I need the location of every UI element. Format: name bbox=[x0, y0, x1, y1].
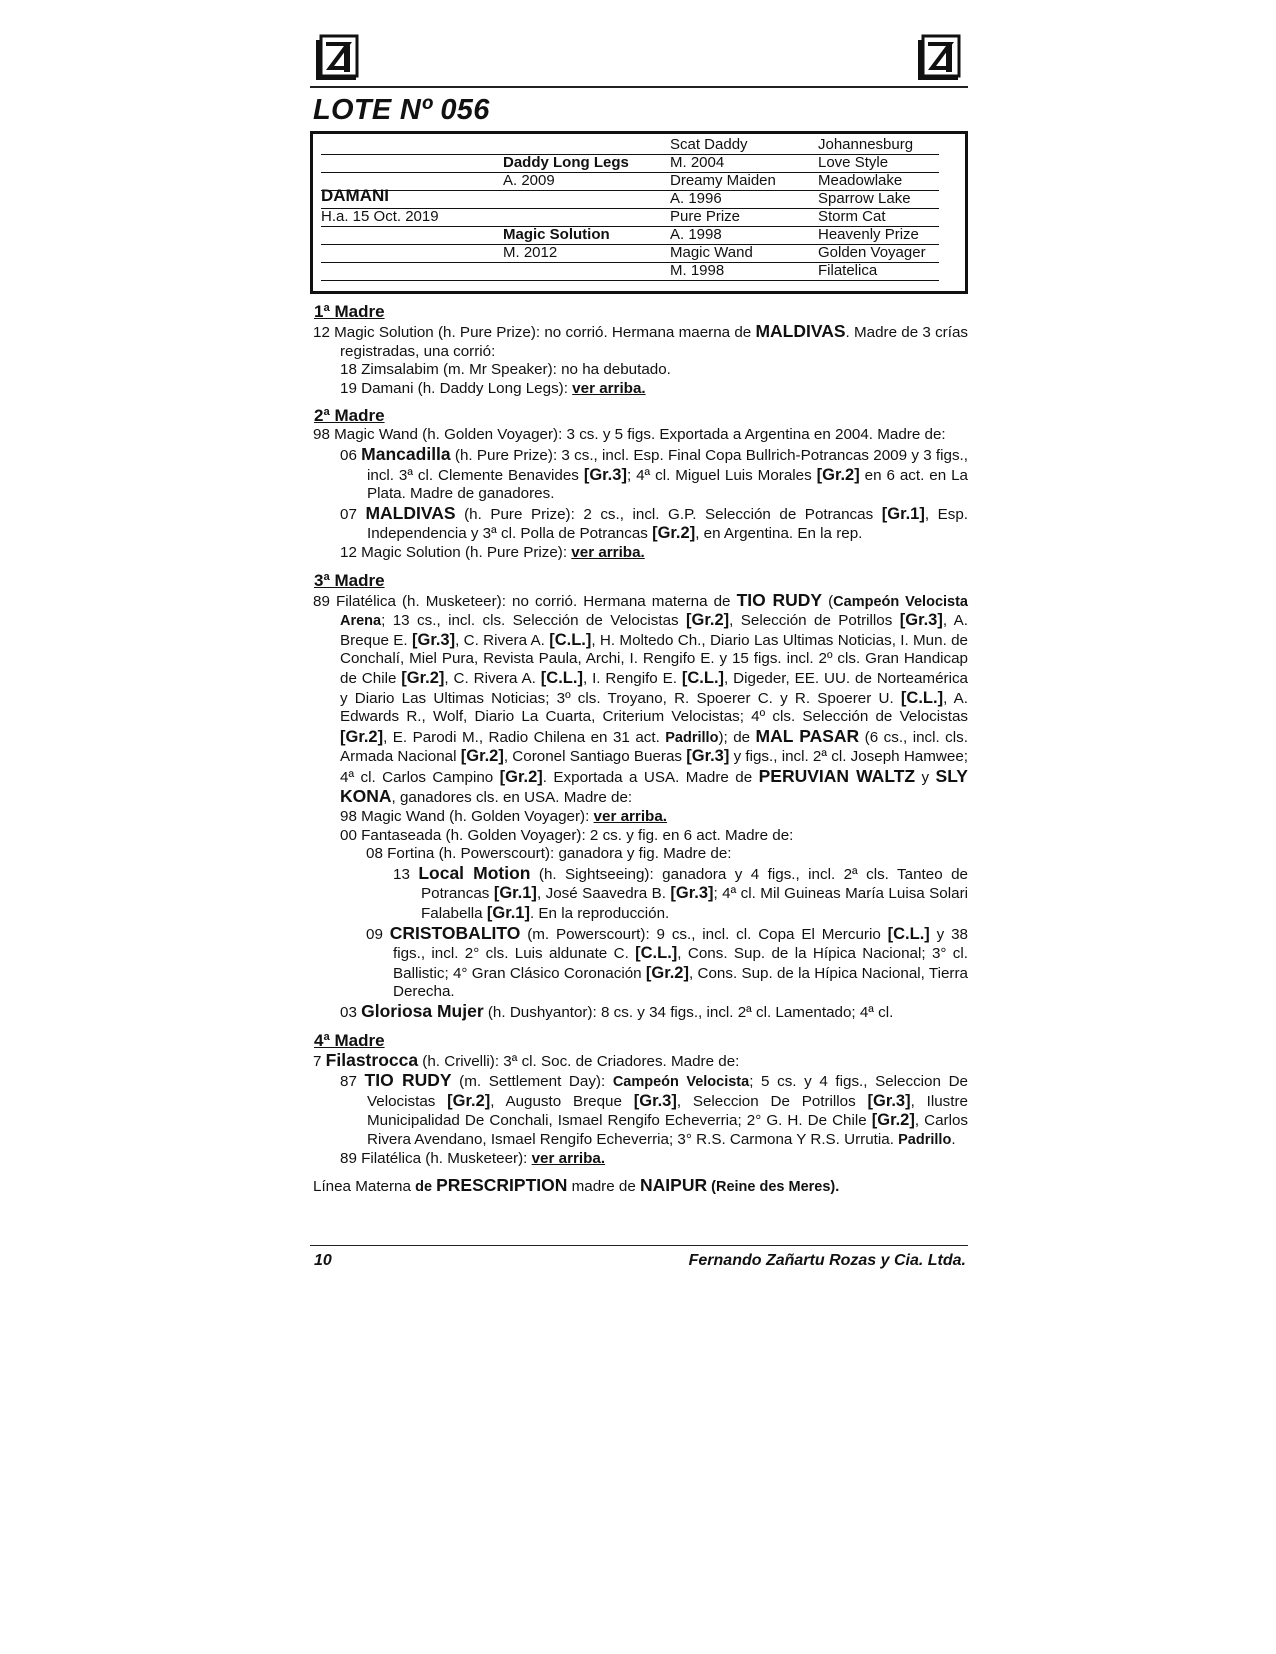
horse-info: H.a. 15 Oct. 2019 bbox=[321, 208, 439, 225]
entry: 98 Magic Wand (h. Golden Voyager): ver arriba. bbox=[340, 808, 668, 826]
entry: 89 Filatélica (h. Musketeer): no corrió. Hermana materna de TIO RUDY (Campeón Velocista Arena; 13 cs., incl. cls. Selección de Velocistas [Gr.2], Selección de Potrillos [Gr.3], A. Breque E. [Gr.3], C. Rivera A. [C.L.], H. Moltedo Ch., Diario Las Ultimas Noticias, I. Mun. de Conchalí, Miel Pura, Revista Paula, Archi, I. Rengifo E. y 15 figs. incl. 2º cls. Gran Handicap de Chile [Gr.2], C. Rivera A. [C.L.], I. Rengifo E. [C.L.], Digeder, EE. UU. de Norteamérica y Diario Las Ultimas Noticias; 3º cls. Troyano, R. Spoerer C. y R. Spoerer U. [C.L.], A. Edwards R., Wolf, Diario La Cuarta, Criterium Velocistas; 4º cls. Selección de Velocistas [Gr.2], E. Parodi M., Radio Chilena en 31 act. Padrillo); de MAL PASAR (6 cs., incl. cls. Armada Nacional [Gr.2], Coronel Santiago Bueras [Gr.3] y figs., incl. 2ª cl. Joseph Hamwee; 4ª cl. Carlos Campino [Gr.2]. Exportada a USA. Madre de PERUVIAN WALTZ y SLY KONA, ganadores cls. en USA. Madre de: bbox=[313, 589, 969, 807]
page-number: 10 bbox=[314, 1252, 332, 1269]
entry: 03 Gloriosa Mujer (h. Dushyantor): 8 cs. y 34 figs., incl. 2ª cl. Lamentado; 4ª cl. bbox=[340, 1001, 894, 1021]
entry: 13 Local Motion (h. Sightseeing): ganadora y 4 figs., incl. 2ª cls. Tanteo de Potrancas [Gr.1], José Saavedra B. [Gr.3]; 4ª cl. Mil Guineas María Luisa Solari Falabella [Gr.1]. En la reproducción. bbox=[393, 862, 969, 923]
entry: 07 MALDIVAS (h. Pure Prize): 2 cs., incl. G.P. Selección de Potrancas [Gr.1], Esp. Independencia y 3ª cl. Polla de Potrancas [Gr.2], en Argentina. En la rep. bbox=[340, 502, 968, 543]
entry: 12 Magic Solution (h. Pure Prize): ver arriba. bbox=[340, 543, 645, 561]
ancestor-8: Filatelica bbox=[818, 262, 878, 279]
sire-info: A. 2009 bbox=[503, 172, 555, 189]
sire-sire: Scat Daddy bbox=[670, 136, 748, 153]
zr-logo-icon bbox=[916, 34, 964, 82]
entry: 98 Magic Wand (h. Golden Voyager): 3 cs. y 5 figs. Exportada a Argentina en 2004. Madre de: bbox=[313, 426, 946, 444]
lot-title: LOTE Nº 056 bbox=[313, 94, 490, 126]
entry: 7 Filastrocca (h. Crivelli): 3ª cl. Soc. de Criadores. Madre de: bbox=[313, 1049, 740, 1070]
sire-dam-info: A. 1996 bbox=[670, 190, 722, 207]
ancestor-3: Meadowlake bbox=[818, 172, 903, 189]
ancestor-1: Johannesburg bbox=[818, 136, 914, 153]
ancestor-6: Heavenly Prize bbox=[818, 226, 919, 243]
third-dam-body bbox=[310, 591, 968, 1023]
sire-dam: Dreamy Maiden bbox=[670, 172, 776, 189]
horse-name: DAMANI bbox=[321, 186, 389, 205]
entry: 12 Magic Solution (h. Pure Prize): no corrió. Hermana maerna de MALDIVAS. Madre de 3 crías registradas, una corrió: bbox=[313, 321, 968, 360]
ver-arriba-link[interactable]: ver arriba. bbox=[572, 379, 646, 397]
entry: 08 Fortina (h. Powerscourt): ganadora y fig. Madre de: bbox=[366, 845, 732, 863]
entry: 18 Zimsalabim (m. Mr Speaker): no ha debutado. bbox=[340, 361, 671, 379]
fourth-dam-body bbox=[310, 1051, 968, 1169]
dam-dam-info: M. 1998 bbox=[670, 262, 725, 279]
ver-arriba-link[interactable]: ver arriba. bbox=[593, 808, 668, 826]
section-fourth-dam: 4ª Madre bbox=[314, 1030, 385, 1050]
entry: 00 Fantaseada (h. Golden Voyager): 2 cs. y fig. en 6 act. Madre de: bbox=[340, 826, 794, 844]
first-dam-body bbox=[310, 322, 968, 398]
section-second-dam: 2ª Madre bbox=[314, 406, 385, 426]
dam-sire-info: A. 1998 bbox=[670, 226, 722, 243]
sire-sire-info: M. 2004 bbox=[670, 154, 725, 171]
sire-name: Daddy Long Legs bbox=[503, 154, 629, 171]
ancestor-5: Storm Cat bbox=[818, 208, 886, 225]
entry: 09 CRISTOBALITO (m. Powerscourt): 9 cs., incl. cl. Copa El Mercurio [C.L.] y 38 figs., incl. 2° cls. Luis aldunate C. [C.L.], Cons. Sup. de la Hípica Nacional; 3° cl. Ballistic; 4° Gran Clásico Coronación [Gr.2], Cons. Sup. de la Hípica Nacional, Tierra Derecha. bbox=[366, 922, 968, 1001]
zr-logo-icon bbox=[314, 34, 362, 82]
entry: 19 Damani (h. Daddy Long Legs): ver arriba. bbox=[340, 379, 646, 397]
ver-arriba-link[interactable]: ver arriba. bbox=[531, 1149, 606, 1167]
pedigree-table bbox=[310, 131, 968, 294]
company-name: Fernando Zañartu Rozas y Cia. Ltda. bbox=[688, 1252, 966, 1269]
entry: 87 TIO RUDY (m. Settlement Day): Campeón Velocista; 5 cs. y 4 figs., Seleccion De Velocistas [Gr.2], Augusto Breque [Gr.3], Seleccion De Potrillos [Gr.3], Ilustre Municipalidad De Conchali, Ismael Rengifo Echeverria; 2° G. H. De Chile [Gr.2], Carlos Rivera Avendano, Ismael Rengifo Echeverria; 3° R.S. Carmona Y R.S. Urrutia. Padrillo. bbox=[340, 1070, 969, 1148]
ancestor-7: Golden Voyager bbox=[818, 244, 926, 261]
dam-info: M. 2012 bbox=[503, 244, 558, 261]
catalog-page bbox=[310, 30, 968, 1197]
page-footer bbox=[310, 1245, 968, 1276]
entry: 89 Filatélica (h. Musketeer): ver arriba. bbox=[340, 1149, 606, 1167]
dam-dam: Magic Wand bbox=[670, 244, 753, 261]
maternal-line: Línea Materna de PRESCRIPTION madre de NAIPUR (Reine des Meres). bbox=[313, 1175, 840, 1196]
ancestor-2: Love Style bbox=[818, 154, 889, 171]
second-dam-body bbox=[310, 426, 968, 562]
entry: 06 Mancadilla (h. Pure Prize): 3 cs., incl. Esp. Final Copa Bullrich-Potrancas 2009 y 3 figs., incl. 3ª cl. Clemente Benavides [Gr.3]; 4ª cl. Miguel Luis Morales [Gr.2] en 6 act. en La Plata. Madre de ganadores. bbox=[340, 443, 968, 503]
ancestor-4: Sparrow Lake bbox=[818, 190, 911, 207]
page-header bbox=[310, 30, 968, 88]
section-first-dam: 1ª Madre bbox=[314, 302, 385, 321]
dam-sire: Pure Prize bbox=[670, 208, 741, 225]
ver-arriba-link[interactable]: ver arriba. bbox=[571, 543, 645, 561]
dam-name: Magic Solution bbox=[503, 226, 610, 243]
section-third-dam: 3ª Madre bbox=[314, 570, 385, 590]
